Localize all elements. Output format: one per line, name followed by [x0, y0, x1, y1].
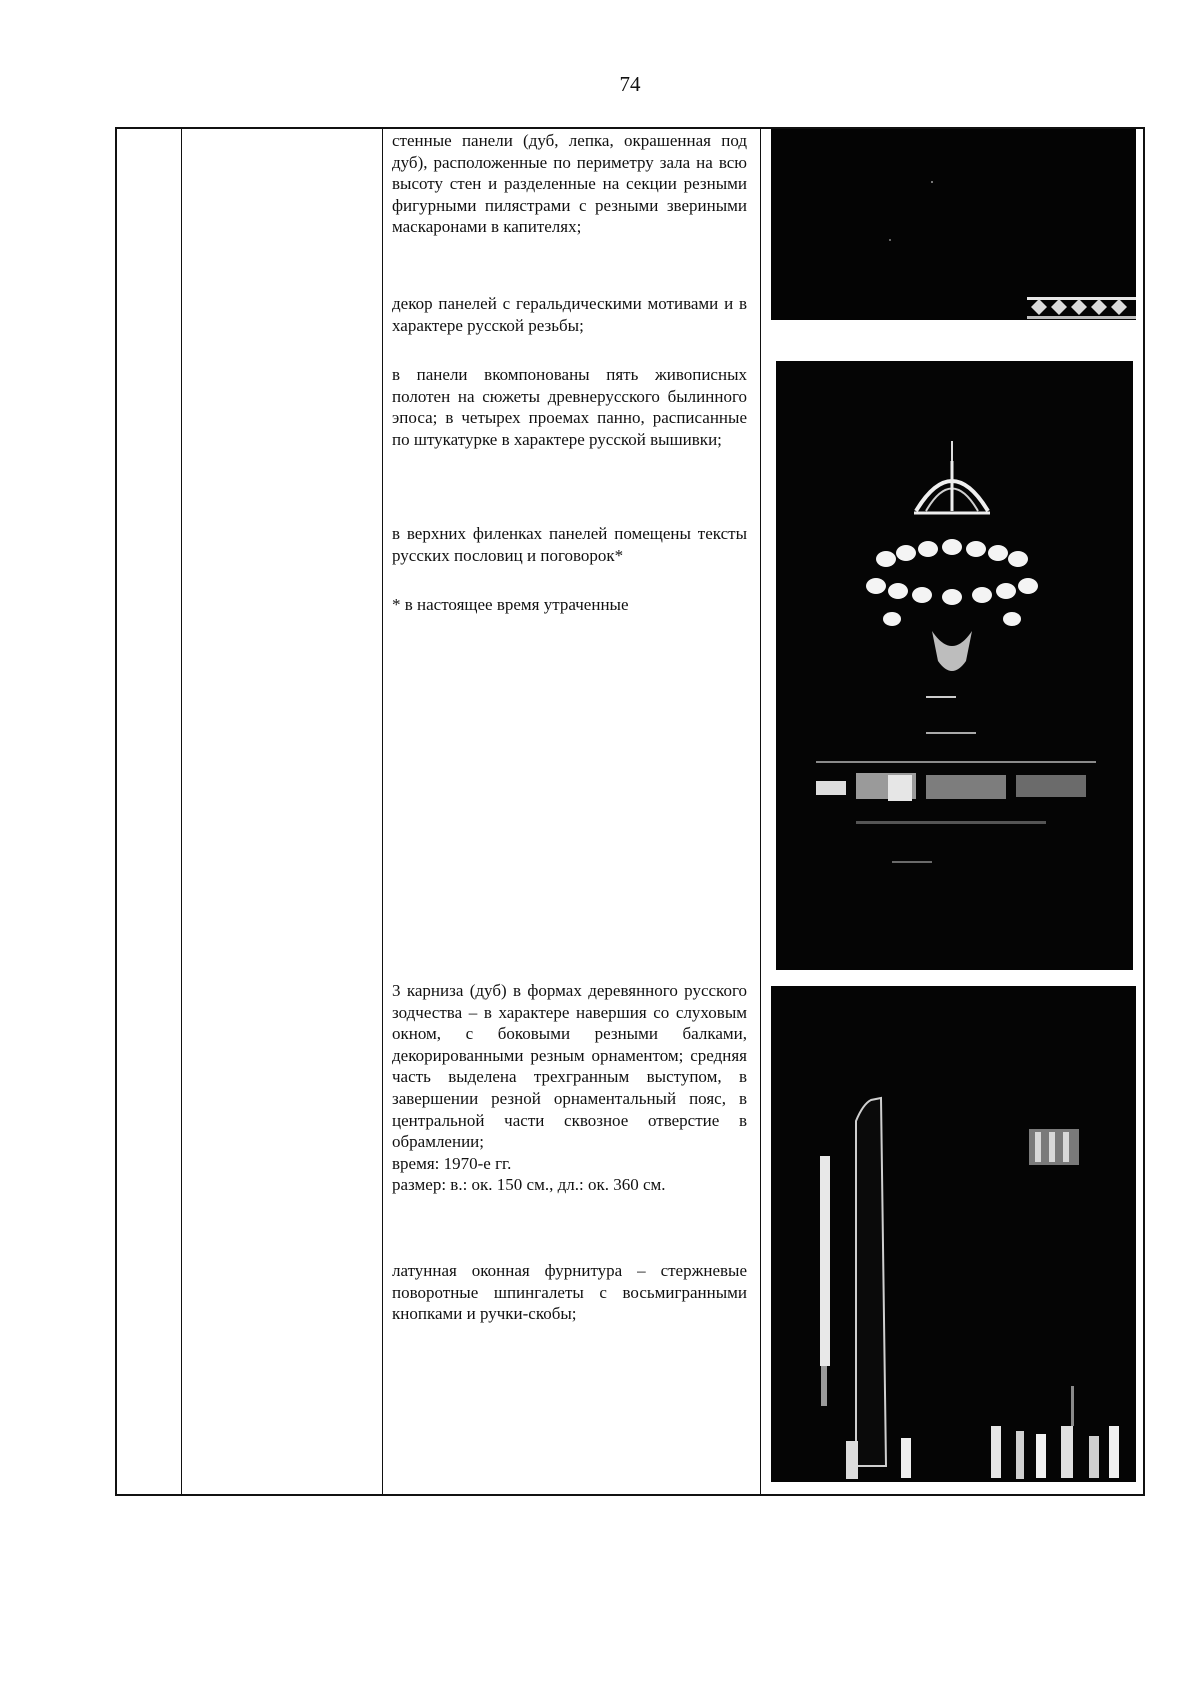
paragraph-paintings: в панели вкомпонованы пять живописных полотен на сюжеты древнерусского былинного эпоса; в четырех проемах панно, расписанные по штукатурке в характере русской вышивки; [392, 365, 747, 449]
paragraph-window-hardware: латунная оконная фурнитура – стержневые поворотные шпингалеты с восьмигранными кнопками и ручки-скобы; [392, 1261, 747, 1324]
chandelier-photo [776, 361, 1133, 970]
cornice-window-photo [771, 986, 1136, 1482]
paragraph-cornices: 3 карниза (дуб) в формах деревянного русского зодчества – в характере навершия со слуховым окном, с боковыми резными балками, декорированными резным орнаментом; средняя часть выделена трехгранным выступом, в завершении резной орнаментальный пояс, в центральной части сквозное отверстие в обрамлении; [392, 981, 747, 1152]
column-divider [181, 129, 182, 1494]
footnote-lost: * в настоящее время утраченные [392, 595, 629, 614]
paragraph-size: размер: в.: ок. 150 см., дл.: ок. 360 см. [392, 1175, 666, 1195]
paragraph-date: время: 1970-е гг. [392, 1153, 512, 1173]
description-block-proverbs [392, 523, 747, 566]
description-block-hardware [392, 1260, 747, 1325]
paragraph-proverbs: в верхних филенках панелей помещены тексты русских пословиц и поговорок* [392, 524, 747, 565]
paragraph-wall-panels: стенные панели (дуб, лепка, окрашенная под дуб), расположенные по периметру зала на всю высоту стен и разделенные на секции резными фигурными пилястрами с резными звериными маскаронами в капителях; [392, 131, 747, 237]
wall-panel-photo [771, 129, 1136, 320]
description-block-cornices [392, 980, 747, 1196]
description-block-footnote [392, 594, 747, 616]
description-block-walls [392, 130, 747, 238]
page-number: 74 [619, 72, 641, 96]
column-divider [760, 129, 761, 1494]
wall-panel-image [771, 129, 1136, 320]
paragraph-panel-decor: декор панелей с геральдическими мотивами и в характере русской резьбы; [392, 294, 747, 335]
description-block-decor [392, 293, 747, 336]
cornice-window-image [771, 986, 1136, 1482]
column-divider [382, 129, 383, 1494]
chandelier-image [776, 361, 1133, 970]
description-block-paintings [392, 364, 747, 450]
